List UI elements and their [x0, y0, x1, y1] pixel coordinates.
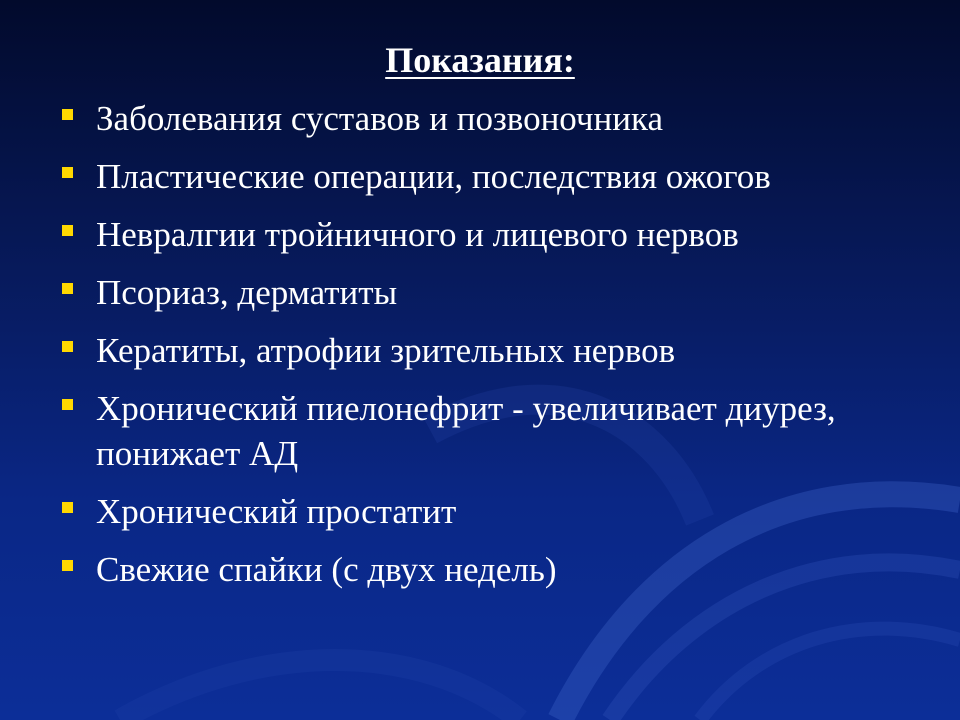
slide-title: Показания: — [385, 40, 575, 80]
bullet-icon — [62, 560, 73, 571]
list-item-text: Хронический пиелонефрит - увеличивает диурез, понижает АД — [96, 389, 836, 473]
list-item — [58, 270, 938, 315]
indications-list — [58, 96, 938, 605]
list-item-text: Хронический простатит — [96, 492, 457, 531]
bullet-icon — [62, 167, 73, 178]
list-item — [58, 212, 938, 257]
list-item — [58, 328, 938, 373]
bullet-icon — [62, 225, 73, 236]
list-item-text: Псориаз, дерматиты — [96, 273, 398, 312]
list-item — [58, 154, 938, 199]
list-item — [58, 489, 938, 534]
list-item-text: Свежие спайки (с двух недель) — [96, 550, 557, 589]
list-item-text: Кератиты, атрофии зрительных нервов — [96, 331, 676, 370]
bullet-icon — [62, 399, 73, 410]
bullet-icon — [62, 283, 73, 294]
list-item-text: Невралгии тройничного и лицевого нервов — [96, 215, 739, 254]
list-item-text: Заболевания суставов и позвоночника — [96, 99, 663, 138]
list-item — [58, 386, 938, 476]
bullet-icon — [62, 341, 73, 352]
bullet-icon — [62, 109, 73, 120]
list-item — [58, 547, 938, 592]
bullet-icon — [62, 502, 73, 513]
list-item — [58, 96, 938, 141]
list-item-text: Пластические операции, последствия ожогов — [96, 157, 771, 196]
